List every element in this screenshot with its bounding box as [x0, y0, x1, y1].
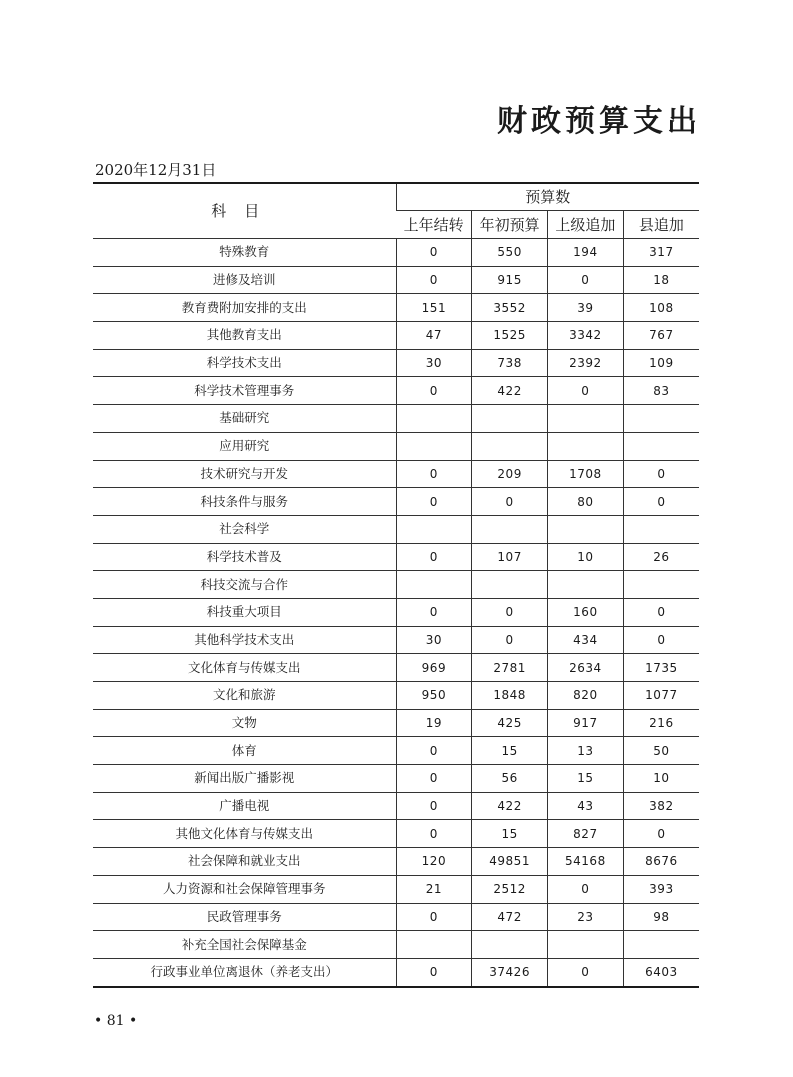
row-value: 109	[623, 349, 699, 377]
subject-header: 科目	[93, 183, 396, 239]
row-value	[623, 515, 699, 543]
budget-group-header: 预算数	[396, 183, 699, 211]
table-row	[93, 598, 699, 626]
table-row	[93, 322, 699, 350]
row-value: 120	[396, 848, 472, 876]
row-value: 10	[623, 765, 699, 793]
row-value: 0	[548, 875, 624, 903]
row-value	[623, 405, 699, 433]
row-value	[396, 405, 472, 433]
row-subject: 社会保障和就业支出	[93, 848, 396, 876]
row-value: 1077	[623, 682, 699, 710]
row-subject: 进修及培训	[93, 266, 396, 294]
row-subject: 文物	[93, 709, 396, 737]
row-value: 54168	[548, 848, 624, 876]
table-row	[93, 460, 699, 488]
column-header: 县追加	[623, 211, 699, 239]
row-value: 0	[548, 266, 624, 294]
row-value: 0	[396, 903, 472, 931]
row-value	[396, 931, 472, 959]
row-value	[623, 571, 699, 599]
row-value: 317	[623, 239, 699, 267]
row-subject: 科技交流与合作	[93, 571, 396, 599]
row-value: 0	[396, 737, 472, 765]
row-value: 767	[623, 322, 699, 350]
row-value: 0	[548, 377, 624, 405]
row-value: 917	[548, 709, 624, 737]
row-value: 30	[396, 626, 472, 654]
row-value	[623, 931, 699, 959]
column-header: 上级追加	[548, 211, 624, 239]
row-value: 434	[548, 626, 624, 654]
row-value: 49851	[472, 848, 548, 876]
row-value: 2781	[472, 654, 548, 682]
row-value: 472	[472, 903, 548, 931]
row-value: 0	[623, 626, 699, 654]
table-row	[93, 903, 699, 931]
row-subject: 基础研究	[93, 405, 396, 433]
row-value: 0	[472, 488, 548, 516]
row-value	[396, 571, 472, 599]
row-value	[472, 931, 548, 959]
row-value: 0	[396, 543, 472, 571]
row-value	[472, 432, 548, 460]
row-value	[548, 405, 624, 433]
row-value: 151	[396, 294, 472, 322]
row-value: 21	[396, 875, 472, 903]
row-subject: 科学技术普及	[93, 543, 396, 571]
row-value: 56	[472, 765, 548, 793]
row-value	[472, 515, 548, 543]
row-value: 209	[472, 460, 548, 488]
row-value: 15	[548, 765, 624, 793]
row-value: 3552	[472, 294, 548, 322]
row-subject: 科技重大项目	[93, 598, 396, 626]
row-value: 10	[548, 543, 624, 571]
row-value	[548, 432, 624, 460]
table-row	[93, 488, 699, 516]
table-row	[93, 820, 699, 848]
row-value: 0	[548, 958, 624, 986]
table-row	[93, 294, 699, 322]
table-row	[93, 515, 699, 543]
page-title: 财政预算支出	[497, 104, 701, 139]
row-value	[396, 515, 472, 543]
row-value: 950	[396, 682, 472, 710]
row-value: 47	[396, 322, 472, 350]
row-subject: 新闻出版广播影视	[93, 765, 396, 793]
row-subject: 人力资源和社会保障管理事务	[93, 875, 396, 903]
row-value	[548, 515, 624, 543]
row-value: 18	[623, 266, 699, 294]
row-value: 0	[396, 820, 472, 848]
row-value: 0	[472, 598, 548, 626]
row-subject: 特殊教育	[93, 239, 396, 267]
row-value: 194	[548, 239, 624, 267]
row-value: 1848	[472, 682, 548, 710]
table-row	[93, 737, 699, 765]
row-value: 827	[548, 820, 624, 848]
row-value: 0	[396, 239, 472, 267]
row-subject: 教育费附加安排的支出	[93, 294, 396, 322]
row-value: 0	[396, 266, 472, 294]
row-subject: 其他科学技术支出	[93, 626, 396, 654]
table-row	[93, 958, 699, 986]
table-row	[93, 654, 699, 682]
row-value: 0	[396, 765, 472, 793]
table-header	[93, 183, 699, 239]
row-value	[472, 571, 548, 599]
row-value	[548, 571, 624, 599]
row-value: 0	[396, 377, 472, 405]
table-row	[93, 709, 699, 737]
row-value: 0	[623, 460, 699, 488]
row-subject: 科学技术管理事务	[93, 377, 396, 405]
row-value: 0	[623, 820, 699, 848]
row-value: 107	[472, 543, 548, 571]
row-subject: 技术研究与开发	[93, 460, 396, 488]
row-value: 393	[623, 875, 699, 903]
row-value: 23	[548, 903, 624, 931]
row-value: 422	[472, 377, 548, 405]
row-value	[472, 405, 548, 433]
row-subject: 行政事业单位离退休（养老支出）	[93, 958, 396, 986]
row-value: 550	[472, 239, 548, 267]
row-value: 83	[623, 377, 699, 405]
row-value: 382	[623, 792, 699, 820]
table-row	[93, 931, 699, 959]
row-subject: 科学技术支出	[93, 349, 396, 377]
row-value: 2512	[472, 875, 548, 903]
row-subject: 科技条件与服务	[93, 488, 396, 516]
row-value: 50	[623, 737, 699, 765]
page-number: • 81 •	[94, 1013, 138, 1029]
row-value: 37426	[472, 958, 548, 986]
row-value: 0	[396, 460, 472, 488]
row-value: 15	[472, 737, 548, 765]
row-subject: 民政管理事务	[93, 903, 396, 931]
row-value: 0	[396, 792, 472, 820]
table-row	[93, 349, 699, 377]
table-row	[93, 571, 699, 599]
row-value: 0	[623, 488, 699, 516]
row-subject: 广播电视	[93, 792, 396, 820]
row-subject: 文化和旅游	[93, 682, 396, 710]
column-header: 上年结转	[396, 211, 472, 239]
table-row	[93, 792, 699, 820]
table-row	[93, 239, 699, 267]
row-value: 1525	[472, 322, 548, 350]
row-value: 19	[396, 709, 472, 737]
row-value: 6403	[623, 958, 699, 986]
row-subject: 应用研究	[93, 432, 396, 460]
row-value	[548, 931, 624, 959]
report-date: 2020年12月31日	[95, 161, 217, 179]
table-row	[93, 682, 699, 710]
row-value: 0	[396, 488, 472, 516]
row-value: 26	[623, 543, 699, 571]
table-row	[93, 543, 699, 571]
table-row	[93, 266, 699, 294]
table-row	[93, 875, 699, 903]
row-value: 43	[548, 792, 624, 820]
row-value: 2634	[548, 654, 624, 682]
row-value: 969	[396, 654, 472, 682]
row-value: 915	[472, 266, 548, 294]
row-value: 15	[472, 820, 548, 848]
table-row	[93, 848, 699, 876]
table-body	[93, 239, 699, 987]
row-value: 3342	[548, 322, 624, 350]
row-value: 0	[396, 958, 472, 986]
row-subject: 社会科学	[93, 515, 396, 543]
table-row	[93, 405, 699, 433]
row-value: 2392	[548, 349, 624, 377]
row-value: 98	[623, 903, 699, 931]
row-value: 820	[548, 682, 624, 710]
row-value: 422	[472, 792, 548, 820]
row-value: 0	[396, 598, 472, 626]
row-subject: 其他文化体育与传媒支出	[93, 820, 396, 848]
row-value: 0	[472, 626, 548, 654]
table-row	[93, 432, 699, 460]
row-value: 216	[623, 709, 699, 737]
budget-table	[93, 182, 699, 988]
row-value: 13	[548, 737, 624, 765]
column-header: 年初预算	[472, 211, 548, 239]
row-subject: 文化体育与传媒支出	[93, 654, 396, 682]
row-subject: 体育	[93, 737, 396, 765]
table-row	[93, 377, 699, 405]
table-row	[93, 626, 699, 654]
row-value: 1735	[623, 654, 699, 682]
row-value	[623, 432, 699, 460]
row-value: 0	[623, 598, 699, 626]
row-subject: 补充全国社会保障基金	[93, 931, 396, 959]
row-value: 80	[548, 488, 624, 516]
row-value: 30	[396, 349, 472, 377]
row-value: 8676	[623, 848, 699, 876]
row-value: 108	[623, 294, 699, 322]
row-value: 738	[472, 349, 548, 377]
row-value: 39	[548, 294, 624, 322]
row-value	[396, 432, 472, 460]
row-value: 425	[472, 709, 548, 737]
table-row	[93, 765, 699, 793]
row-value: 160	[548, 598, 624, 626]
row-subject: 其他教育支出	[93, 322, 396, 350]
row-value: 1708	[548, 460, 624, 488]
